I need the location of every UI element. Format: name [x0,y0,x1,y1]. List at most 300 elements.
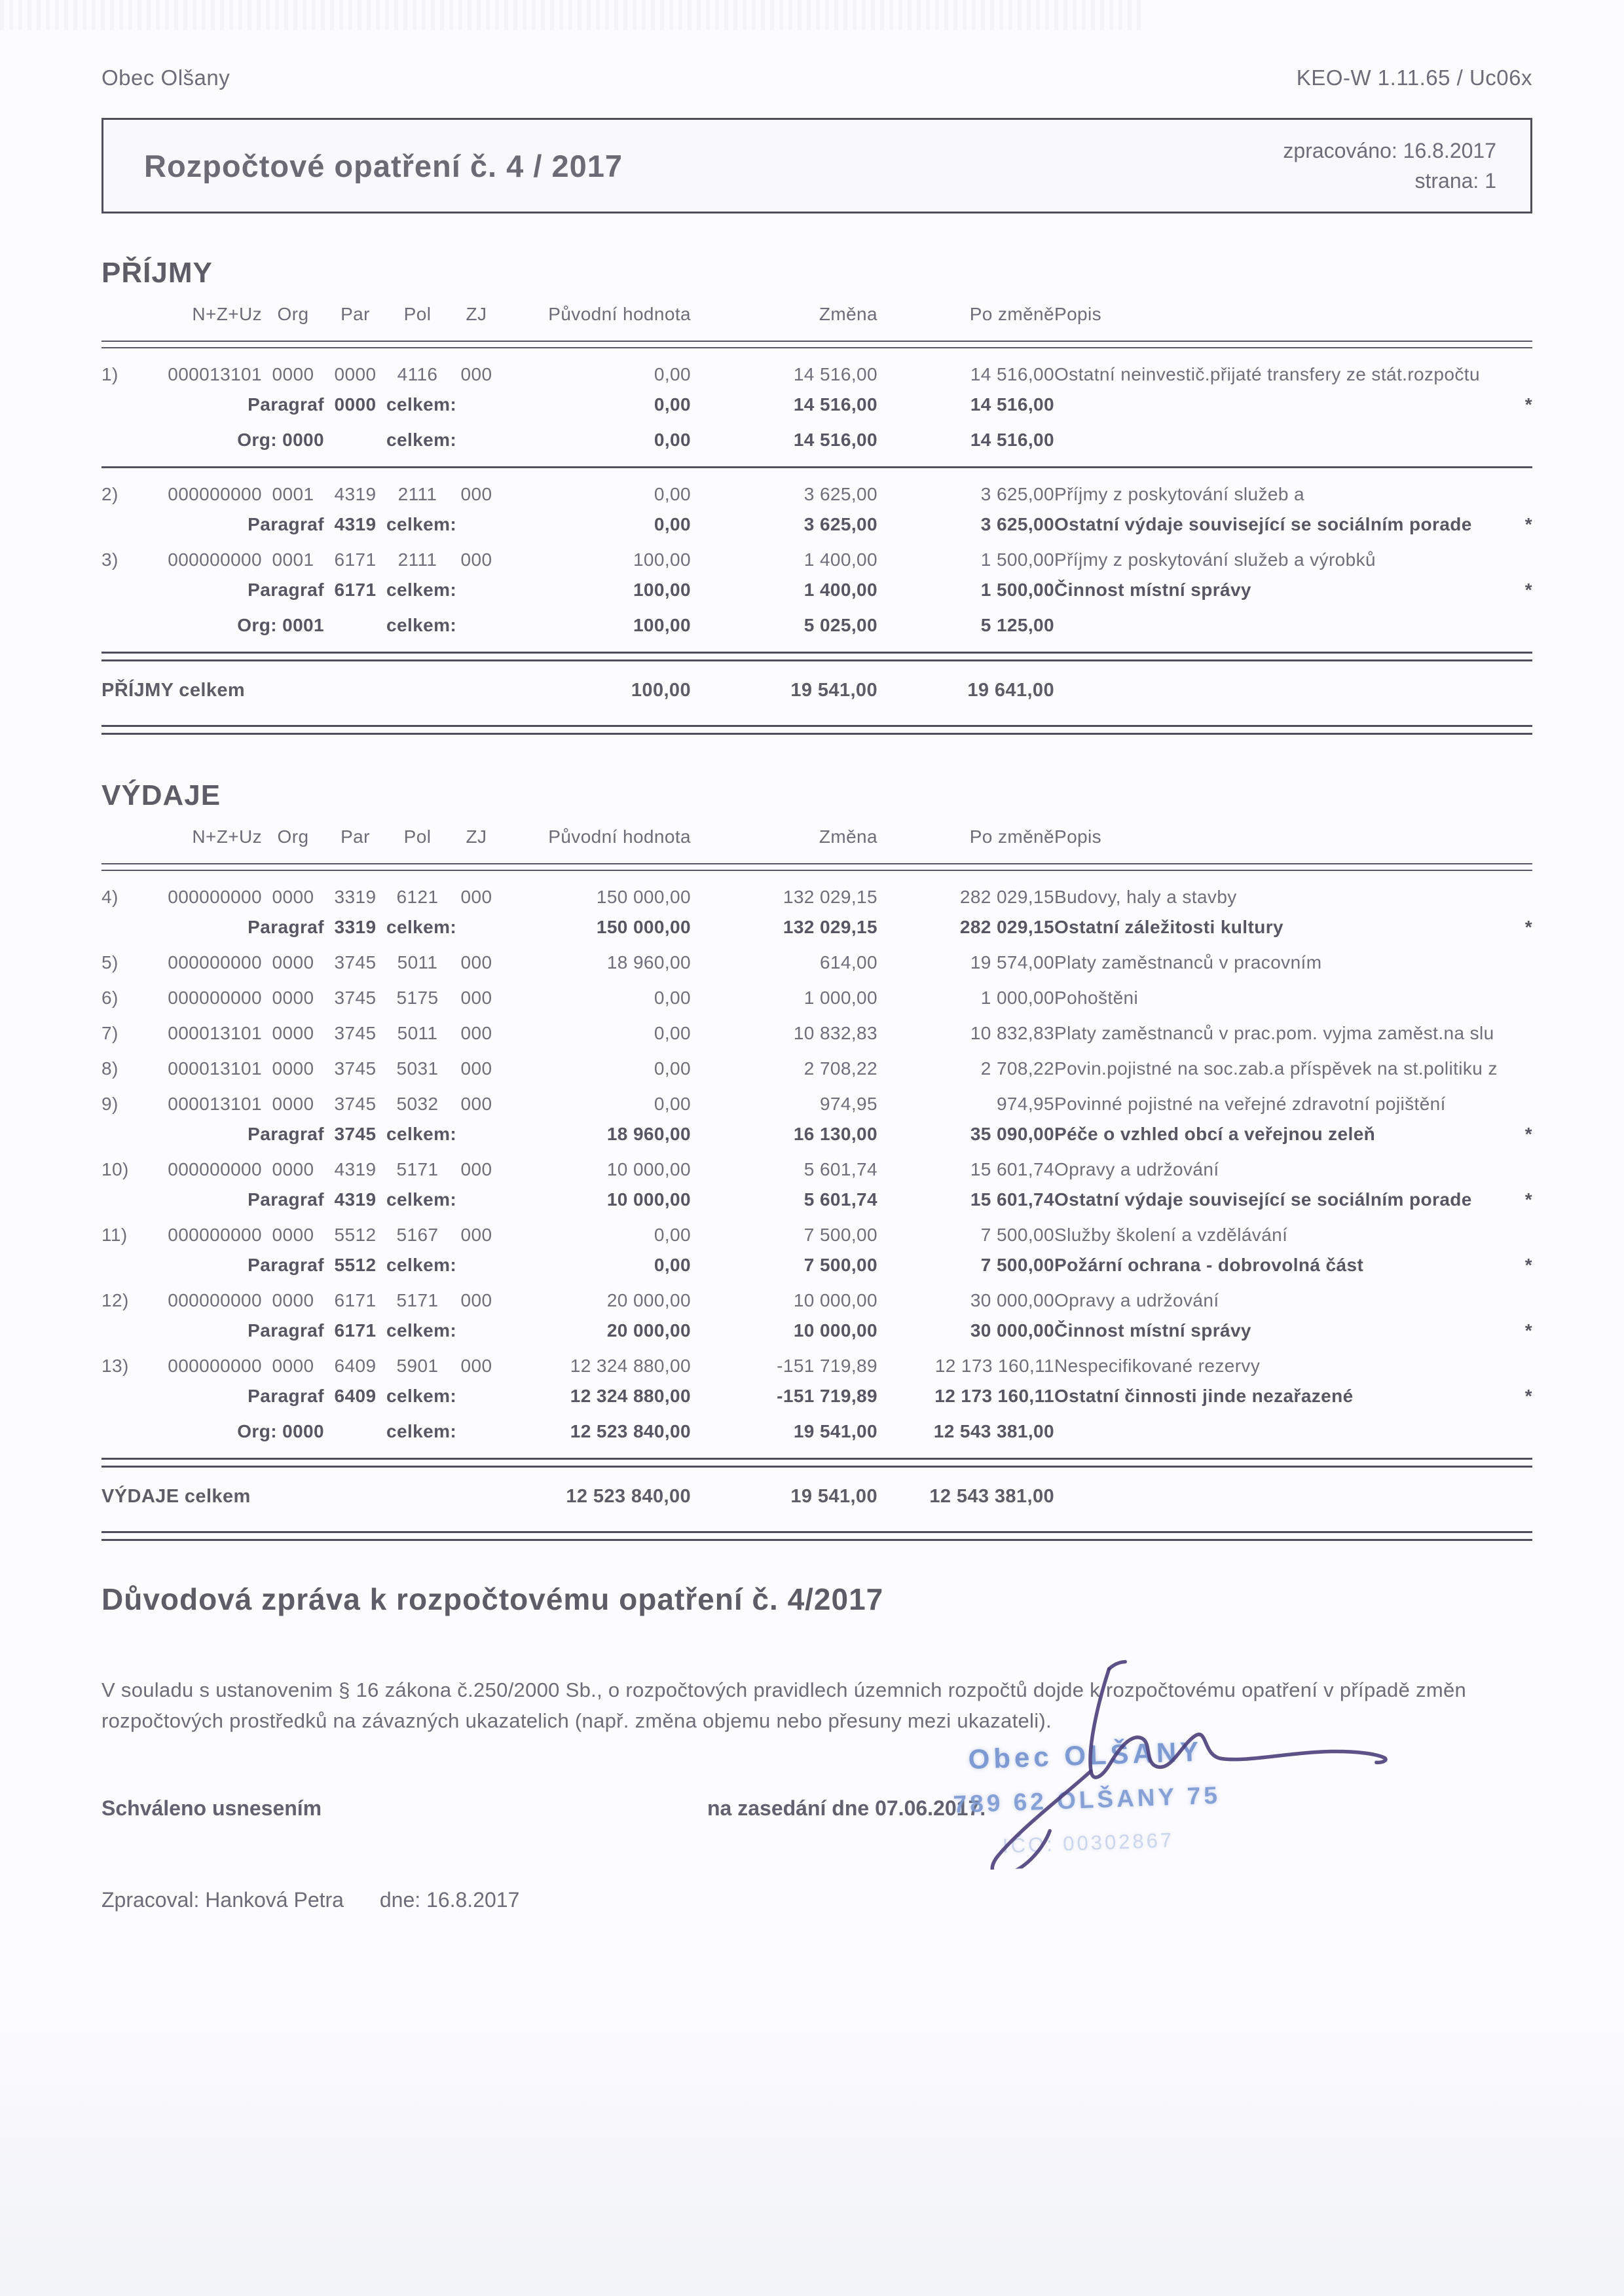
cell-star: * [1524,1386,1532,1406]
cell-par: 3745 [334,1094,377,1114]
cell-plabel: Paragraf [248,917,324,937]
cell-par: 6171 [334,1290,377,1310]
cell-star [1496,1145,1532,1180]
cell-num: 10) [101,1159,129,1179]
cell-after: 30 000,00 [970,1290,1054,1310]
cell-par: 4319 [334,1189,377,1210]
cell-after: 3 625,00 [980,514,1054,534]
col-org: Org [277,304,309,324]
col-pol: Pol [403,304,432,324]
processed-date: zpracováno: 16.8.2017 [1283,139,1496,162]
cell-par: 3745 [334,1023,377,1043]
cell-zj: 000 [460,887,492,907]
cell-chg: 974,95 [819,1094,877,1114]
prepared-date: dne: 16.8.2017 [379,1888,520,1912]
cell-orig: 0,00 [654,1094,691,1114]
cell-nzuz: 000000000 [168,952,262,972]
document-meta [1283,136,1496,196]
stamp-line2: 789 62 OLŠANY 75 [952,1781,1221,1818]
cell-par: 4319 [334,514,377,534]
cell-after: 10 832,83 [970,1023,1054,1043]
cell-desc [1054,601,1496,642]
cell-orig: 0,00 [654,1255,691,1275]
cell-celkem: celkem: [386,1189,457,1210]
col-after: Po změně [969,826,1054,847]
cell-after: 14 516,00 [970,394,1054,415]
cell-desc: Činnost místní správy [1054,1320,1251,1341]
paragraf-row [101,1311,1532,1341]
cell-zj: 000 [460,1159,492,1179]
cell-desc [1054,385,1496,415]
cell-after: 3 625,00 [980,484,1054,504]
cell-num: 13) [101,1356,129,1376]
cell-pol: 5031 [396,1058,439,1079]
col-org: Org [277,826,309,847]
cell-chg: 3 625,00 [803,484,877,504]
stamp-and-signature [923,1671,1428,1904]
section-heading-expenses: VÝDAJE [101,779,221,811]
cell-org: 0000 [272,364,314,384]
cell-num: 7) [101,1023,119,1043]
cell-plabel: Paragraf [248,1124,324,1144]
cell-zj: 000 [460,988,492,1008]
cell-after: 974,95 [996,1094,1054,1114]
col-par: Par [341,826,370,847]
cell-celkem: celkem: [386,615,457,635]
cell-after: 14 516,00 [970,364,1054,384]
entry-row [101,1341,1532,1377]
cell-num: 3) [101,549,119,570]
col-pol: Pol [403,826,432,847]
table-rule [101,716,1532,736]
cell-star [1496,1469,1532,1522]
cell-after: 282 029,15 [959,917,1054,937]
cell-chg: 19 541,00 [790,680,877,701]
cell-desc: Budovy, haly a stavby [1054,887,1237,907]
cell-desc: Příjmy z poskytování služeb a [1054,484,1304,504]
report-heading: Důvodová zpráva k rozpočtovému opatření č. 4/2017 [101,1582,884,1616]
software-version: KEO-W 1.11.65 / Uc06x [1296,65,1532,90]
document-title: Rozpočtové opatření č. 4 / 2017 [144,148,623,183]
cell-desc: Opravy a udržování [1054,1290,1219,1310]
cell-chg: 10 832,83 [793,1023,877,1043]
cell-org: 0000 [272,887,314,907]
cell-pol: 5011 [397,952,438,972]
cell-pol: 5171 [396,1290,439,1310]
entry-row [101,535,1532,570]
cell-orig: 20 000,00 [606,1290,691,1310]
entry-row [101,938,1532,973]
col-nzuz: N+Z+Uz [192,826,262,847]
approved-label: Schváleno usnesením [101,1796,322,1820]
paragraf-row [101,505,1532,535]
cell-star: * [1524,394,1532,415]
cell-nzuz: 000000000 [168,887,262,907]
cell-orig: 100,00 [633,615,691,635]
scan-tint [0,2021,1624,2296]
cell-orig: 12 523 840,00 [570,1421,691,1441]
cell-after: 15 601,74 [970,1189,1054,1210]
cell-after: 19 641,00 [967,680,1054,701]
cell-desc: Pohoštěni [1054,988,1139,1008]
cell-desc: Ostatní výdaje související se sociálním porade [1054,1189,1472,1210]
cell-desc: Ostatní záležitosti kultury [1054,917,1283,937]
cell-zj: 000 [460,1225,492,1245]
cell-desc: Požární ochrana - dobrovolná část [1054,1255,1364,1275]
cell-pol: 5032 [396,1094,439,1114]
cell-star [1496,350,1532,385]
cell-orig: 100,00 [631,680,691,701]
cell-nzuz: 000013101 [168,1058,262,1079]
cell-pol: 4116 [397,364,438,384]
cell-star [1496,535,1532,570]
cell-plabel: Org: 0000 [237,430,324,450]
cell-par [324,415,386,457]
cell-pol: 2111 [397,549,437,570]
cell-chg: 7 500,00 [803,1255,877,1275]
cell-orig: 12 523 840,00 [566,1486,691,1507]
cell-star: * [1524,1320,1532,1341]
cell-par: 3745 [334,1124,377,1144]
cell-orig: 0,00 [654,1023,691,1043]
paragraf-row [101,1377,1532,1407]
cell-chg: 1 400,00 [803,580,877,600]
cell-after: 5 125,00 [980,615,1054,635]
table-rule [101,457,1532,470]
cell-org: 0000 [272,1356,314,1376]
cell-orig: 0,00 [654,430,691,450]
cell-after: 1 000,00 [980,988,1054,1008]
cell-chg: 14 516,00 [793,430,877,450]
cell-chg: 14 516,00 [793,394,877,415]
section-heading-income: PŘÍJMY [101,257,213,289]
cell-plabel: Paragraf [248,1189,324,1210]
cell-chg: 3 625,00 [803,514,877,534]
page-header [101,0,1532,90]
cell-chg: 1 400,00 [803,549,877,570]
cell-plabel: Paragraf [248,580,324,600]
cell-par: 6171 [334,549,377,570]
cell-after: 12 543 381,00 [929,1486,1054,1507]
cell-orig: 10 000,00 [606,1159,691,1179]
cell-orig: 150 000,00 [596,887,691,907]
cell-star [1496,415,1532,457]
cell-desc [1054,1469,1496,1522]
org-row [101,1407,1532,1449]
cell-num: 12) [101,1290,129,1310]
cell-pol: 5167 [396,1225,439,1245]
cell-star [1496,470,1532,505]
cell-chg: 14 516,00 [793,364,877,384]
cell-desc: Povinné pojistné na veřejné zdravotní pojištění [1054,1094,1446,1114]
cell-org: 0000 [272,1058,314,1079]
cell-star [1496,1407,1532,1449]
cell-org: 0000 [272,1023,314,1043]
cell-chg: 19 541,00 [793,1421,877,1441]
cell-orig: 20 000,00 [606,1320,691,1341]
table-rule [101,1449,1532,1469]
cell-par: 3319 [334,887,377,907]
cell-celkem: celkem: [386,1421,457,1441]
cell-pol: 5171 [396,1159,439,1179]
cell-chg: 7 500,00 [803,1225,877,1245]
cell-nzuz: 000000000 [168,1225,262,1245]
cell-tlabel: VÝDAJE celkem [101,1486,251,1507]
cell-star: * [1524,1189,1532,1210]
cell-star: * [1524,1124,1532,1144]
col-after: Po změně [969,304,1054,324]
cell-chg: -151 719,89 [777,1356,877,1376]
paragraf-row [101,1180,1532,1210]
prepared-by: Zpracoval: Hanková Petra [101,1888,344,1912]
title-box [101,118,1532,213]
cell-zj: 000 [460,1356,492,1376]
cell-plabel: Paragraf [248,514,324,534]
cell-star [1496,601,1532,642]
paragraf-row [101,1246,1532,1276]
cell-celkem: celkem: [386,430,457,450]
cell-org: 0000 [272,1159,314,1179]
cell-star [1496,1009,1532,1044]
cell-star: * [1524,580,1532,600]
cell-desc [1054,663,1496,716]
cell-zj: 000 [460,1094,492,1114]
cell-plabel: Org: 0001 [237,615,324,635]
report-body: V souladu s ustanovenim § 16 zákona č.250/2000 Sb., o rozpočtových pravidlech územnich rozpočtů dojde k rozpočtovému opatření v případě změn rozpočtových prostředků na závazných ukazatelich (např. změna objemu nebo přesuny mezi ukazateli). [101,1678,1467,1732]
cell-num: 1) [101,364,119,384]
cell-chg: 5 601,74 [803,1189,877,1210]
cell-after: 12 173 160,11 [934,1356,1054,1376]
cell-star [1496,1341,1532,1377]
cell-nzuz: 000000000 [168,549,262,570]
cell-par: 6171 [334,1320,377,1341]
cell-chg: 132 029,15 [783,887,877,907]
cell-par [324,601,386,642]
cell-num: 11) [101,1225,128,1245]
cell-desc: Povin.pojistné na soc.zab.a příspěvek na st.politiku z [1054,1058,1498,1079]
cell-desc [1054,1407,1496,1449]
cell-desc: Služby školení a vzdělávání [1054,1225,1288,1245]
cell-plabel: Org: 0000 [237,1421,324,1441]
cell-par: 6409 [334,1386,377,1406]
cell-celkem: celkem: [386,394,457,415]
paragraf-row [101,385,1532,415]
col-par: Par [341,304,370,324]
cell-after: 2 708,22 [980,1058,1054,1079]
cell-zj: 000 [460,1290,492,1310]
paragraf-row [101,1115,1532,1145]
cell-after: 14 516,00 [970,430,1054,450]
cell-star: * [1524,514,1532,534]
cell-after: 7 500,00 [980,1225,1054,1245]
cell-desc: Ostatní činnosti jinde nezařazené [1054,1386,1354,1406]
cell-chg: 5 601,74 [803,1159,877,1179]
entry-row [101,1145,1532,1180]
col-nzuz: N+Z+Uz [192,304,262,324]
cell-after: 15 601,74 [970,1159,1054,1179]
cell-after: 12 173 160,11 [934,1386,1054,1406]
cell-star [1496,938,1532,973]
org-row [101,601,1532,642]
cell-orig: 0,00 [654,988,691,1008]
cell-celkem: celkem: [386,1124,457,1144]
cell-plabel: Paragraf [248,394,324,415]
table-rule [101,1522,1532,1542]
cell-desc: Nespecifikované rezervy [1054,1356,1261,1376]
cell-zj: 000 [460,1023,492,1043]
cell-par: 4319 [334,484,377,504]
cell-desc: Platy zaměstnanců v prac.pom. vyjma zaměst.na slu [1054,1023,1494,1043]
cell-star [1496,663,1532,716]
cell-star [1496,1044,1532,1079]
cell-plabel: Paragraf [248,1255,324,1275]
cell-nzuz: 000013101 [168,1023,262,1043]
stamp-line1: Obec OLŠANY [967,1735,1203,1775]
cell-orig: 0,00 [654,484,691,504]
col-change: Změna [819,826,877,847]
cell-desc: Ostatní výdaje související se sociálním porade [1054,514,1472,534]
handwritten-signature [921,1632,1426,1872]
cell-celkem: celkem: [386,580,457,600]
cell-num: 4) [101,887,119,907]
cell-nzuz: 000013101 [168,1094,262,1114]
org-row [101,415,1532,457]
entry-row [101,350,1532,385]
paragraf-row [101,570,1532,601]
cell-chg: 10 000,00 [793,1320,877,1341]
cell-celkem: celkem: [386,917,457,937]
cell-zj: 000 [460,549,492,570]
cell-par: 3319 [334,917,377,937]
col-original: Původní hodnota [548,826,691,847]
cell-after: 1 500,00 [980,580,1054,600]
cell-after: 19 574,00 [970,952,1054,972]
cell-num: 2) [101,484,119,504]
cell-desc: Činnost místní správy [1054,580,1251,600]
cell-zj: 000 [460,364,492,384]
paragraf-row [101,908,1532,938]
entry-row [101,872,1532,908]
cell-star [1496,1079,1532,1115]
entry-row [101,1210,1532,1246]
col-desc: Popis [1054,826,1102,847]
cell-orig: 18 960,00 [606,952,691,972]
cell-zj: 000 [460,952,492,972]
cell-org: 0000 [272,1094,314,1114]
cell-orig: 12 324 880,00 [570,1356,691,1376]
income-table [101,295,1532,736]
cell-pol: 5011 [397,1023,438,1043]
cell-org: 0000 [272,1225,314,1245]
cell-desc: Opravy a udržování [1054,1159,1219,1179]
page-number: strana: 1 [1414,169,1496,193]
cell-celkem: celkem: [386,1320,457,1341]
col-zj: ZJ [466,304,487,324]
cell-pol: 5175 [396,988,439,1008]
cell-after: 1 500,00 [980,549,1054,570]
cell-after: 35 090,00 [970,1124,1054,1144]
entry-row [101,1009,1532,1044]
cell-star [1496,872,1532,908]
cell-nzuz: 000013101 [168,364,262,384]
cell-chg: -151 719,89 [777,1386,877,1406]
prepared-line [101,1888,1532,1912]
cell-orig: 100,00 [633,549,691,570]
session-date: na zasedání dne 07.06.2017. [707,1796,986,1820]
cell-chg: 1 000,00 [803,988,877,1008]
cell-chg: 19 541,00 [790,1486,877,1507]
cell-nzuz: 000000000 [168,988,262,1008]
cell-chg: 132 029,15 [783,917,877,937]
cell-orig: 0,00 [654,364,691,384]
cell-org: 0000 [272,988,314,1008]
cell-orig: 0,00 [654,394,691,415]
total-row [101,663,1532,716]
cell-celkem: celkem: [386,1386,457,1406]
cell-par: 0000 [334,394,377,415]
cell-nzuz: 000000000 [168,1159,262,1179]
cell-par: 3745 [334,952,377,972]
cell-chg: 614,00 [819,952,877,972]
table-rule [101,642,1532,663]
cell-par: 6409 [334,1356,377,1376]
cell-par: 4319 [334,1159,377,1179]
table-rule [101,331,1532,350]
cell-star [1496,1210,1532,1246]
cell-num: 5) [101,952,119,972]
cell-orig: 100,00 [633,580,691,600]
table-header-row [101,817,1532,854]
cell-chg: 5 025,00 [803,615,877,635]
stamp-line3: IČO: 00302867 [1002,1828,1175,1858]
cell-desc: Platy zaměstnanců v pracovním [1054,952,1322,972]
cell-plabel: Paragraf [248,1320,324,1341]
cell-pol: 6121 [396,887,439,907]
cell-par: 0000 [334,364,377,384]
cell-pol: 5901 [396,1356,439,1376]
cell-orig: 0,00 [654,1225,691,1245]
col-original: Původní hodnota [548,304,691,324]
cell-par: 6171 [334,580,377,600]
cell-after: 7 500,00 [980,1255,1054,1275]
cell-par [324,1407,386,1449]
cell-par: 3745 [334,1058,377,1079]
cell-num: 9) [101,1094,119,1114]
col-zj: ZJ [466,826,487,847]
total-row [101,1469,1532,1522]
cell-pol: 2111 [397,484,437,504]
cell-par: 5512 [334,1225,377,1245]
cell-celkem: celkem: [386,1255,457,1275]
cell-orig: 10 000,00 [606,1189,691,1210]
cell-chg: 2 708,22 [803,1058,877,1079]
entry-row [101,1044,1532,1079]
cell-nzuz: 000000000 [168,1356,262,1376]
table-header-row [101,295,1532,331]
entry-row [101,1079,1532,1115]
entry-row [101,470,1532,505]
cell-orig: 0,00 [654,1058,691,1079]
cell-star: * [1524,917,1532,937]
cell-desc: Ostatní neinvestič.přijaté transfery ze stát.rozpočtu [1054,364,1480,384]
cell-par: 5512 [334,1255,377,1275]
expenses-table [101,817,1532,1542]
cell-zj: 000 [460,1058,492,1079]
col-desc: Popis [1054,304,1102,324]
cell-star: * [1524,1255,1532,1275]
table-rule [101,854,1532,872]
cell-org: 0000 [272,1290,314,1310]
